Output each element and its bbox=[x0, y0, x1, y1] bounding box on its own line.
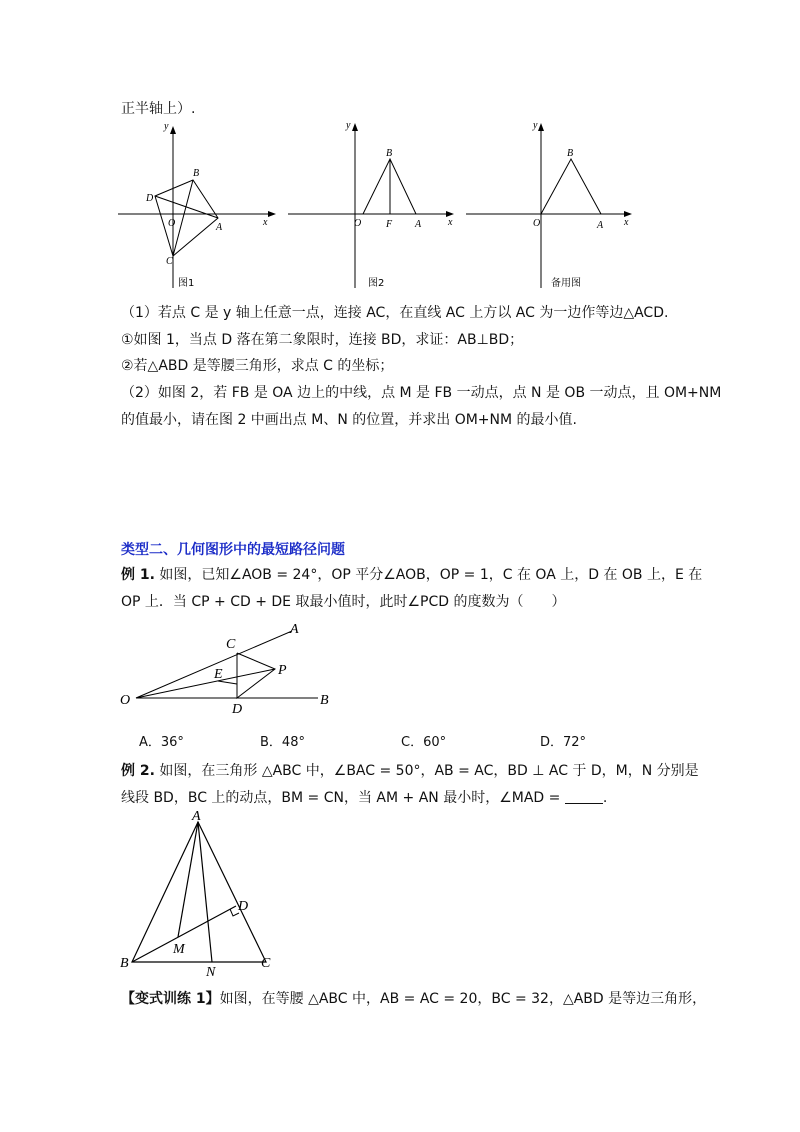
fig1-label-b: B bbox=[193, 168, 200, 179]
ex2-label-a: A bbox=[192, 809, 201, 824]
fig2-label-y: y bbox=[346, 120, 351, 131]
question-1b: ②若△ABD 是等腰三角形，求点 C 的坐标； bbox=[121, 358, 394, 374]
fig1-label-c: C bbox=[166, 256, 173, 267]
example-2-text1: 如图，在三角形 △ABC 中，∠BAC = 50°，AB = AC，BD ⊥ AC 于 D，M，N 分别是 bbox=[159, 763, 699, 779]
ex1-label-d: D bbox=[232, 702, 243, 717]
figure-1 bbox=[118, 118, 278, 298]
fig2-label-o: O bbox=[354, 218, 362, 229]
example-1-figure bbox=[120, 622, 340, 717]
fig3-caption: 备用图 bbox=[551, 278, 581, 289]
fig1-label-a: A bbox=[216, 222, 223, 233]
option-b[interactable]: B．48° bbox=[260, 735, 305, 750]
fig2-label-b: B bbox=[386, 148, 393, 159]
question-2-line2: 的值最小，请在图 2 中画出点 M、N 的位置，并求出 OM+NM 的最小值. bbox=[121, 412, 577, 428]
ex2-label-c: C bbox=[261, 956, 271, 971]
ex2-label-d: D bbox=[238, 899, 249, 914]
ex2-label-m: M bbox=[173, 942, 185, 957]
ex2-label-b: B bbox=[120, 956, 129, 971]
fig1-label-y: y bbox=[164, 121, 169, 132]
example-2-line2 bbox=[121, 788, 607, 808]
ex1-label-p: P bbox=[278, 663, 287, 678]
example-1-line1 bbox=[121, 565, 702, 585]
variant-label: 【变式训练 1】 bbox=[121, 991, 220, 1007]
variant-line bbox=[121, 989, 706, 1009]
fig1-caption: 图1 bbox=[178, 278, 195, 289]
ex1-label-b: B bbox=[320, 693, 329, 708]
fig2-caption: 图2 bbox=[368, 278, 385, 289]
example-1-text1: 如图，已知∠AOB = 24°，OP 平分∠AOB，OP = 1，C 在 OA 上，D 在 OB 上，E 在 bbox=[159, 567, 703, 583]
answer-blank[interactable] bbox=[565, 789, 603, 804]
ex1-label-o: O bbox=[120, 693, 131, 708]
continued-text: 正半轴上）. bbox=[121, 101, 196, 117]
variant-text: 如图，在等腰 △ABC 中，AB = AC = 20，BC = 32，△ABD 是等边三角形， bbox=[219, 991, 707, 1007]
example-2-period: . bbox=[602, 790, 608, 806]
fig1-label-o: O bbox=[168, 218, 176, 229]
question-1: （1）若点 C 是 y 轴上任意一点，连接 AC，在直线 AC 上方以 AC 为一边作等边△ACD. bbox=[121, 305, 669, 321]
option-c[interactable]: C．60° bbox=[401, 735, 447, 750]
fig3-label-b: B bbox=[567, 148, 574, 159]
question-2-line1: （2）如图 2，若 FB 是 OA 边上的中线，点 M 是 FB 一动点，点 N 是 OB 一动点，且 OM+NM bbox=[121, 385, 722, 401]
fig2-label-f: F bbox=[386, 219, 393, 230]
fig3-label-x: x bbox=[624, 217, 629, 228]
option-a[interactable]: A．36° bbox=[139, 735, 184, 750]
example-2-text2: 线段 BD，BC 上的动点，BM = CN，当 AM + AN 最小时，∠MAD = bbox=[121, 790, 561, 806]
fig1-label-d: D bbox=[146, 193, 154, 204]
option-d[interactable]: D．72° bbox=[540, 735, 587, 750]
ex2-label-n: N bbox=[206, 965, 216, 980]
ex1-label-e: E bbox=[214, 667, 223, 682]
figure-2 bbox=[288, 118, 468, 298]
example-2-figure bbox=[118, 810, 278, 980]
example-2-label: 例 2. bbox=[121, 763, 155, 779]
ex1-label-a: A bbox=[290, 622, 299, 637]
fig1-label-x: x bbox=[263, 217, 268, 228]
fig2-label-a: A bbox=[415, 219, 422, 230]
fig3-label-y: y bbox=[533, 120, 538, 131]
question-1a: ①如图 1，当点 D 落在第二象限时，连接 BD，求证：AB⊥BD； bbox=[121, 332, 524, 348]
example-2-line1 bbox=[121, 761, 699, 781]
example-1-label: 例 1. bbox=[121, 567, 155, 583]
ex1-label-c: C bbox=[226, 637, 236, 652]
fig3-label-a: A bbox=[597, 220, 604, 231]
figure-spare bbox=[466, 118, 646, 298]
section-title: 类型二、几何图形中的最短路径问题 bbox=[121, 542, 345, 558]
fig2-label-x: x bbox=[448, 217, 453, 228]
example-1-line2: OP 上．当 CP + CD + DE 取最小值时，此时∠PCD 的度数为（ ） bbox=[121, 594, 566, 610]
fig3-label-o: O bbox=[533, 218, 541, 229]
